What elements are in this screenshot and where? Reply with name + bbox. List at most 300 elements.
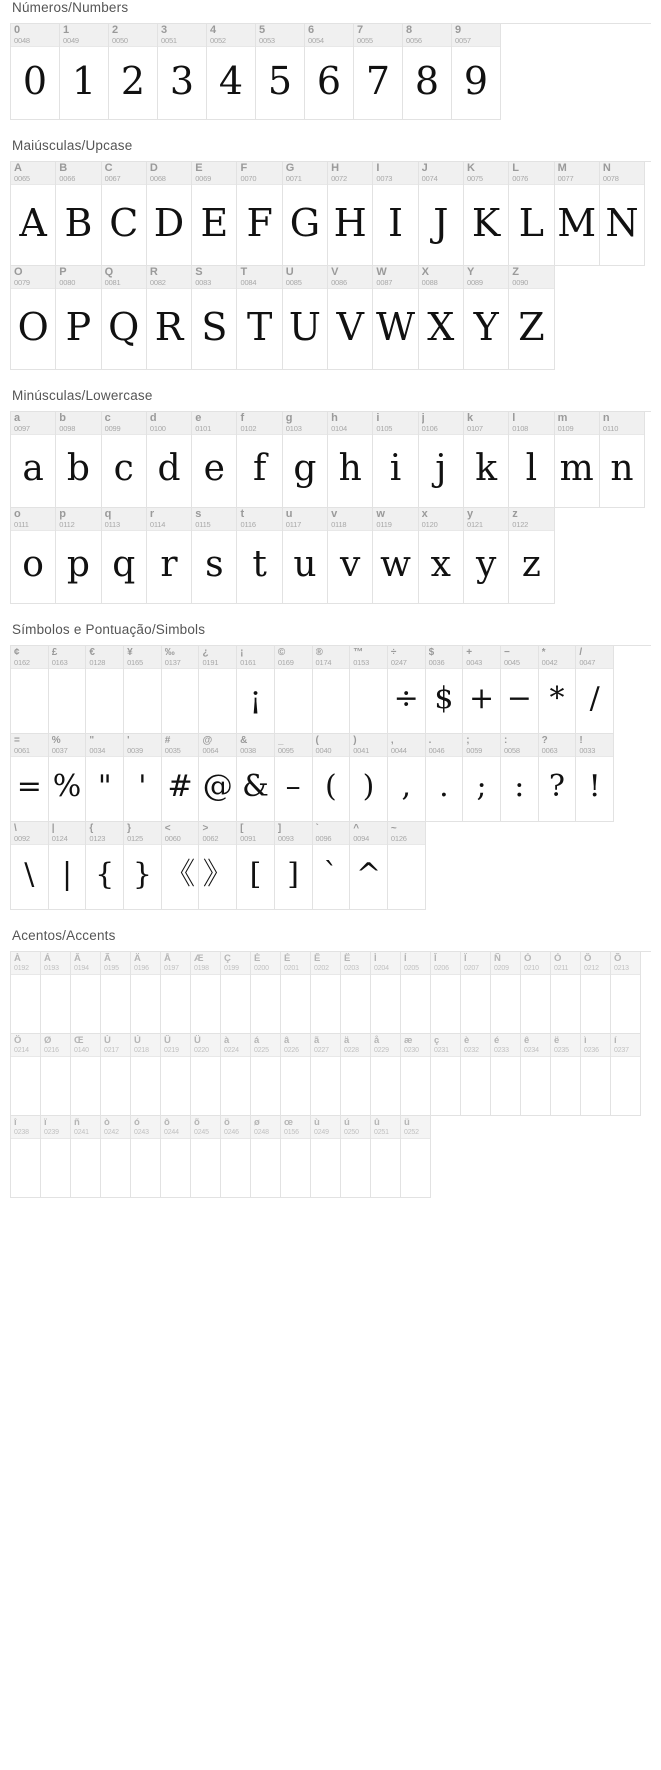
glyph-cell[interactable] — [509, 508, 554, 604]
glyph-cell-header — [124, 734, 161, 757]
glyph-cell[interactable] — [237, 646, 275, 734]
glyph-cell[interactable] — [221, 1034, 251, 1116]
glyph-cell-header — [101, 952, 130, 975]
glyph-preview: H — [333, 201, 367, 245]
glyph-preview — [431, 975, 460, 1033]
glyph-char-label: } — [127, 823, 131, 834]
glyph-cell[interactable] — [86, 734, 124, 822]
glyph-cell[interactable] — [237, 508, 282, 604]
glyph-preview — [401, 975, 430, 1033]
glyph-cell-header — [509, 266, 553, 289]
glyph-cell[interactable] — [581, 952, 611, 1034]
glyph-cell[interactable] — [388, 646, 426, 734]
glyph-cell[interactable] — [431, 952, 461, 1034]
glyph-code-label: 0086 — [331, 278, 347, 287]
glyph-char-label: 3 — [161, 25, 168, 36]
glyph-preview — [251, 975, 280, 1033]
glyph-cell[interactable] — [71, 1116, 101, 1198]
glyph-cell[interactable] — [373, 412, 418, 508]
glyph-cell-header — [311, 952, 340, 975]
glyph-cell[interactable] — [11, 24, 60, 120]
glyph-cell[interactable] — [461, 1034, 491, 1116]
glyph-code-label: 0061 — [14, 746, 30, 755]
glyph-code-label: 0094 — [353, 834, 370, 843]
glyph-char-label: Á — [44, 953, 51, 964]
glyph-cell[interactable] — [60, 24, 109, 120]
glyph-cell[interactable] — [101, 1034, 131, 1116]
glyph-code-label: 0103 — [285, 424, 302, 433]
glyph-cell[interactable] — [109, 24, 158, 120]
glyph-cell-header — [147, 162, 191, 185]
glyph-cell[interactable] — [576, 734, 614, 822]
glyph-cell-header — [49, 734, 86, 757]
glyph-code-label: 0070 — [240, 174, 257, 183]
glyph-char-label: £ — [51, 647, 58, 658]
glyph-preview — [41, 1139, 70, 1197]
glyph-cell-header — [256, 24, 304, 47]
glyph-code-label: 0250 — [344, 1129, 359, 1136]
glyph-cell[interactable] — [371, 952, 401, 1034]
glyph-cell[interactable] — [388, 734, 426, 822]
glyph-code-label: 0124 — [51, 834, 68, 843]
glyph-cell[interactable] — [311, 1034, 341, 1116]
glyph-preview: 《 — [165, 857, 196, 892]
glyph-cell-header — [551, 952, 580, 975]
glyph-preview: ` — [323, 857, 339, 892]
glyph-cell[interactable] — [251, 952, 281, 1034]
glyph-cell[interactable] — [509, 266, 554, 370]
glyph-cell[interactable] — [521, 1034, 551, 1116]
glyph-cell[interactable] — [101, 1116, 131, 1198]
glyph-code-label: 0197 — [164, 965, 179, 972]
glyph-preview: Z — [518, 305, 545, 349]
glyph-cell[interactable] — [131, 952, 161, 1034]
glyph-cell[interactable] — [328, 266, 373, 370]
glyph-code-label: 0226 — [284, 1047, 299, 1054]
glyph-cell[interactable] — [373, 162, 418, 266]
glyph-code-label: 0108 — [512, 424, 529, 433]
glyph-cell[interactable] — [199, 734, 237, 822]
glyph-preview: C — [109, 201, 139, 245]
glyph-code-label: 0225 — [254, 1047, 269, 1054]
glyph-preview: $ — [434, 681, 454, 716]
glyph-cell[interactable] — [281, 1116, 311, 1198]
glyph-cell[interactable] — [313, 646, 351, 734]
glyph-preview: x — [430, 544, 451, 585]
glyph-code-label: 0089 — [466, 278, 483, 287]
glyph-cell[interactable] — [11, 508, 56, 604]
glyph-preview: 3 — [169, 59, 195, 103]
glyph-cell[interactable] — [199, 822, 237, 910]
glyph-cell[interactable] — [147, 412, 192, 508]
glyph-cell[interactable] — [371, 1116, 401, 1198]
glyph-cell-header — [86, 646, 123, 669]
glyph-cell[interactable] — [131, 1116, 161, 1198]
glyph-char-label: ÷ — [390, 647, 397, 658]
glyph-cell[interactable] — [461, 952, 491, 1034]
glyph-cell[interactable] — [283, 412, 328, 508]
glyph-grid-upcase — [10, 161, 651, 370]
glyph-preview: ^ — [355, 857, 382, 892]
glyph-cell[interactable] — [161, 1034, 191, 1116]
glyph-cell[interactable] — [551, 952, 581, 1034]
glyph-cell[interactable] — [11, 162, 56, 266]
glyph-cell[interactable] — [237, 734, 275, 822]
glyph-cell-header — [313, 734, 350, 757]
glyph-cell[interactable] — [275, 734, 313, 822]
glyph-cell[interactable] — [191, 1116, 221, 1198]
glyph-char-label: % — [51, 735, 61, 746]
glyph-cell[interactable] — [555, 162, 600, 266]
glyph-cell[interactable] — [221, 952, 251, 1034]
glyph-cell[interactable] — [124, 734, 162, 822]
glyph-char-label: ç — [434, 1035, 440, 1046]
glyph-char-label: ? — [541, 735, 548, 746]
glyph-char-label: W — [376, 267, 387, 278]
glyph-cell[interactable] — [102, 266, 147, 370]
glyph-cell[interactable] — [313, 822, 351, 910]
glyph-cell[interactable] — [354, 24, 403, 120]
glyph-cell[interactable] — [237, 266, 282, 370]
glyph-char-label: L — [512, 163, 519, 174]
glyph-cell[interactable] — [162, 822, 200, 910]
glyph-cell[interactable] — [191, 1034, 221, 1116]
glyph-code-label: 0052 — [210, 36, 226, 45]
glyph-cell[interactable] — [102, 508, 147, 604]
glyph-cell[interactable] — [464, 412, 509, 508]
glyph-cell[interactable] — [237, 412, 282, 508]
glyph-cell[interactable] — [611, 1034, 641, 1116]
glyph-cell-header — [162, 646, 199, 669]
glyph-cell-header — [41, 952, 70, 975]
glyph-cell[interactable] — [539, 734, 577, 822]
glyph-char-label: d — [149, 413, 157, 424]
glyph-cell[interactable] — [11, 1034, 41, 1116]
glyph-preview — [491, 975, 520, 1033]
glyph-cell-header — [60, 24, 108, 47]
glyph-cell[interactable] — [158, 24, 207, 120]
glyph-cell[interactable] — [501, 734, 539, 822]
glyph-cell[interactable] — [350, 822, 388, 910]
glyph-preview: ÷ — [393, 681, 419, 716]
glyph-preview — [341, 975, 370, 1033]
glyph-code-label: 0236 — [584, 1047, 599, 1054]
glyph-char-label: / — [579, 647, 583, 658]
glyph-char-label: ã — [314, 1035, 320, 1046]
glyph-code-label: 0104 — [331, 424, 347, 433]
glyph-code-label: 0162 — [14, 658, 30, 667]
glyph-cell[interactable] — [419, 162, 464, 266]
glyph-char-label: > — [202, 823, 209, 834]
glyph-preview — [581, 975, 610, 1033]
glyph-cell[interactable] — [124, 822, 162, 910]
glyph-preview: . — [439, 769, 449, 804]
glyph-cell[interactable] — [101, 952, 131, 1034]
glyph-cell-header — [192, 412, 236, 435]
glyph-cell[interactable] — [283, 266, 328, 370]
glyph-cell[interactable] — [313, 734, 351, 822]
glyph-cell[interactable] — [521, 952, 551, 1034]
glyph-preview — [221, 975, 250, 1033]
glyph-cell[interactable] — [11, 1116, 41, 1198]
glyph-cell-header — [102, 412, 146, 435]
glyph-code-label: 0093 — [277, 834, 294, 843]
glyph-cell[interactable] — [328, 508, 373, 604]
glyph-cell[interactable] — [251, 1034, 281, 1116]
glyph-code-label: 0040 — [315, 746, 332, 755]
glyph-code-label: 0116 — [240, 520, 256, 529]
glyph-cell-header — [371, 952, 400, 975]
glyph-cell[interactable] — [192, 266, 237, 370]
glyph-cell[interactable] — [207, 24, 256, 120]
glyph-cell[interactable] — [162, 646, 200, 734]
glyph-cell[interactable] — [147, 508, 192, 604]
glyph-code-label: 0106 — [421, 424, 438, 433]
glyph-code-label: 0241 — [74, 1129, 89, 1136]
glyph-cell[interactable] — [600, 412, 645, 508]
glyph-cell[interactable] — [41, 952, 71, 1034]
glyph-cell-header — [56, 162, 100, 185]
glyph-cell[interactable] — [161, 952, 191, 1034]
glyph-cell[interactable] — [501, 646, 539, 734]
section-title: Minúsculas/Lowercase — [12, 388, 153, 403]
glyph-preview: * — [549, 681, 565, 716]
glyph-cell[interactable] — [192, 508, 237, 604]
glyph-char-label: 2 — [112, 25, 119, 36]
glyph-cell[interactable] — [464, 266, 509, 370]
glyph-code-label: 0095 — [277, 746, 294, 755]
glyph-cell[interactable] — [56, 412, 101, 508]
glyph-code-label: 0140 — [74, 1047, 89, 1054]
glyph-cell-header — [71, 1116, 100, 1139]
glyph-cell[interactable] — [102, 162, 147, 266]
glyph-cell[interactable] — [56, 508, 101, 604]
glyph-cell[interactable] — [426, 734, 464, 822]
glyph-cell[interactable] — [199, 646, 237, 734]
glyph-cell[interactable] — [452, 24, 501, 120]
glyph-cell-header — [311, 1034, 340, 1057]
glyph-code-label: 0233 — [494, 1047, 509, 1054]
glyph-preview — [131, 975, 160, 1033]
glyph-cell[interactable] — [86, 822, 124, 910]
glyph-cell[interactable] — [49, 646, 87, 734]
glyph-cell[interactable] — [419, 266, 464, 370]
glyph-cell[interactable] — [373, 266, 418, 370]
glyph-cell-header — [11, 412, 55, 435]
glyph-char-label: í — [614, 1035, 617, 1046]
glyph-cell[interactable] — [162, 734, 200, 822]
glyph-cell[interactable] — [147, 266, 192, 370]
glyph-char-label: f — [240, 413, 245, 424]
glyph-cell-header — [199, 822, 236, 845]
glyph-cell[interactable] — [555, 412, 600, 508]
glyph-cell[interactable] — [49, 822, 87, 910]
glyph-cell-header — [419, 266, 463, 289]
glyph-preview: G — [289, 201, 321, 245]
glyph-preview: o — [22, 544, 44, 585]
glyph-cell-header — [611, 952, 640, 975]
glyph-cell[interactable] — [56, 266, 101, 370]
glyph-cell[interactable] — [419, 412, 464, 508]
glyph-cell-header — [341, 1116, 370, 1139]
glyph-preview: ) — [362, 769, 375, 804]
glyph-code-label: 0045 — [503, 658, 520, 667]
glyph-cell[interactable] — [11, 646, 49, 734]
glyph-char-label: C — [104, 163, 113, 174]
glyph-char-label: Ù — [104, 1035, 111, 1046]
glyph-cell[interactable] — [305, 24, 354, 120]
glyph-code-label: 0035 — [164, 746, 181, 755]
glyph-cell[interactable] — [131, 1034, 161, 1116]
glyph-cell[interactable] — [388, 822, 426, 910]
glyph-cell[interactable] — [41, 1116, 71, 1198]
glyph-cell[interactable] — [56, 162, 101, 266]
glyph-char-label: é — [494, 1035, 500, 1046]
glyph-cell[interactable] — [11, 734, 49, 822]
glyph-cell[interactable] — [11, 822, 49, 910]
glyph-cell[interactable] — [341, 1116, 371, 1198]
glyph-cell[interactable] — [509, 162, 554, 266]
glyph-preview: k — [475, 448, 498, 489]
glyph-cell[interactable] — [237, 822, 275, 910]
glyph-cell[interactable] — [251, 1116, 281, 1198]
glyph-cell[interactable] — [371, 1034, 401, 1116]
glyph-preview: i — [389, 448, 402, 489]
glyph-cell[interactable] — [491, 952, 521, 1034]
glyph-code-label: 0118 — [331, 520, 347, 529]
glyph-cell[interactable] — [328, 162, 373, 266]
glyph-cell-header — [199, 646, 236, 669]
glyph-char-label: Ü — [194, 1035, 201, 1046]
glyph-preview — [101, 1139, 130, 1197]
glyph-cell[interactable] — [86, 646, 124, 734]
glyph-preview: M — [557, 201, 597, 245]
glyph-preview: 1 — [71, 59, 97, 103]
glyph-cell[interactable] — [49, 734, 87, 822]
glyph-cell[interactable] — [311, 1116, 341, 1198]
glyph-cell[interactable] — [350, 734, 388, 822]
glyph-cell[interactable] — [401, 1034, 431, 1116]
glyph-cell[interactable] — [373, 508, 418, 604]
glyph-cell[interactable] — [403, 24, 452, 120]
glyph-cell[interactable] — [311, 952, 341, 1034]
glyph-cell[interactable] — [275, 822, 313, 910]
glyph-preview: N — [605, 201, 639, 245]
glyph-char-label: & — [240, 735, 248, 746]
section-title: Maiúsculas/Upcase — [12, 138, 133, 153]
glyph-char-label: { — [89, 823, 94, 834]
glyph-char-label: 8 — [406, 25, 413, 36]
glyph-cell[interactable] — [161, 1116, 191, 1198]
glyph-preview: g — [293, 448, 317, 489]
glyph-code-label: 0216 — [44, 1047, 59, 1054]
glyph-cell-header — [221, 1116, 250, 1139]
glyph-cell[interactable] — [464, 162, 509, 266]
glyph-cell[interactable] — [600, 162, 645, 266]
glyph-cell[interactable] — [431, 1034, 461, 1116]
glyph-preview: 》 — [202, 857, 233, 892]
glyph-cell[interactable] — [275, 646, 313, 734]
glyph-cell[interactable] — [539, 646, 577, 734]
glyph-code-label: 0239 — [44, 1129, 59, 1136]
glyph-code-label: 0202 — [314, 965, 329, 972]
glyph-code-label: 0041 — [353, 746, 370, 755]
glyph-cell-header — [305, 24, 353, 47]
glyph-cell[interactable] — [401, 952, 431, 1034]
glyph-cell[interactable] — [124, 646, 162, 734]
glyph-cell[interactable] — [11, 952, 41, 1034]
glyph-cell[interactable] — [221, 1116, 251, 1198]
glyph-cell[interactable] — [611, 952, 641, 1034]
glyph-cell[interactable] — [102, 412, 147, 508]
glyph-preview — [11, 1057, 40, 1115]
glyph-char-label: T — [240, 267, 248, 278]
glyph-char-label: _ — [277, 735, 284, 746]
glyph-cell[interactable] — [191, 952, 221, 1034]
glyph-cell[interactable] — [463, 734, 501, 822]
glyph-preview: K — [471, 201, 501, 245]
glyph-cell-header — [426, 734, 463, 757]
glyph-char-label: E — [195, 163, 203, 174]
glyph-preview: 6 — [316, 59, 342, 103]
glyph-cell[interactable] — [551, 1034, 581, 1116]
glyph-char-label: È — [254, 953, 261, 964]
glyph-char-label: j — [421, 413, 425, 424]
glyph-cell-header — [581, 1034, 610, 1057]
glyph-cell[interactable] — [192, 412, 237, 508]
glyph-code-label: 0075 — [466, 174, 483, 183]
glyph-preview: c — [113, 448, 134, 489]
glyph-cell[interactable] — [11, 412, 56, 508]
glyph-cell[interactable] — [341, 952, 371, 1034]
glyph-cell[interactable] — [283, 162, 328, 266]
glyph-cell[interactable] — [11, 266, 56, 370]
glyph-code-label: 0076 — [512, 174, 529, 183]
glyph-code-label: 0213 — [614, 965, 629, 972]
glyph-cell[interactable] — [419, 508, 464, 604]
glyph-cell[interactable] — [256, 24, 305, 120]
glyph-cell[interactable] — [281, 1034, 311, 1116]
glyph-cell[interactable] — [281, 952, 311, 1034]
glyph-code-label: 0042 — [541, 658, 558, 667]
glyph-cell[interactable] — [576, 646, 614, 734]
glyph-cell[interactable] — [509, 412, 554, 508]
glyph-cell[interactable] — [464, 508, 509, 604]
glyph-char-label: œ — [284, 1117, 293, 1128]
glyph-cell[interactable] — [463, 646, 501, 734]
glyph-cell[interactable] — [341, 1034, 371, 1116]
glyph-code-label: 0064 — [202, 746, 219, 755]
glyph-cell[interactable] — [350, 646, 388, 734]
glyph-cell[interactable] — [426, 646, 464, 734]
glyph-cell[interactable] — [581, 1034, 611, 1116]
glyph-cell[interactable] — [401, 1116, 431, 1198]
glyph-cell[interactable] — [71, 1034, 101, 1116]
glyph-preview — [311, 1057, 340, 1115]
glyph-cell[interactable] — [147, 162, 192, 266]
glyph-code-label: 0091 — [240, 834, 257, 843]
glyph-cell[interactable] — [192, 162, 237, 266]
glyph-cell[interactable] — [41, 1034, 71, 1116]
glyph-preview: e — [203, 448, 225, 489]
glyph-cell[interactable] — [71, 952, 101, 1034]
glyph-cell[interactable] — [237, 162, 282, 266]
glyph-char-label: Â — [74, 953, 81, 964]
glyph-cell[interactable] — [283, 508, 328, 604]
glyph-cell[interactable] — [328, 412, 373, 508]
glyph-preview: r — [160, 544, 178, 585]
glyph-cell[interactable] — [491, 1034, 521, 1116]
